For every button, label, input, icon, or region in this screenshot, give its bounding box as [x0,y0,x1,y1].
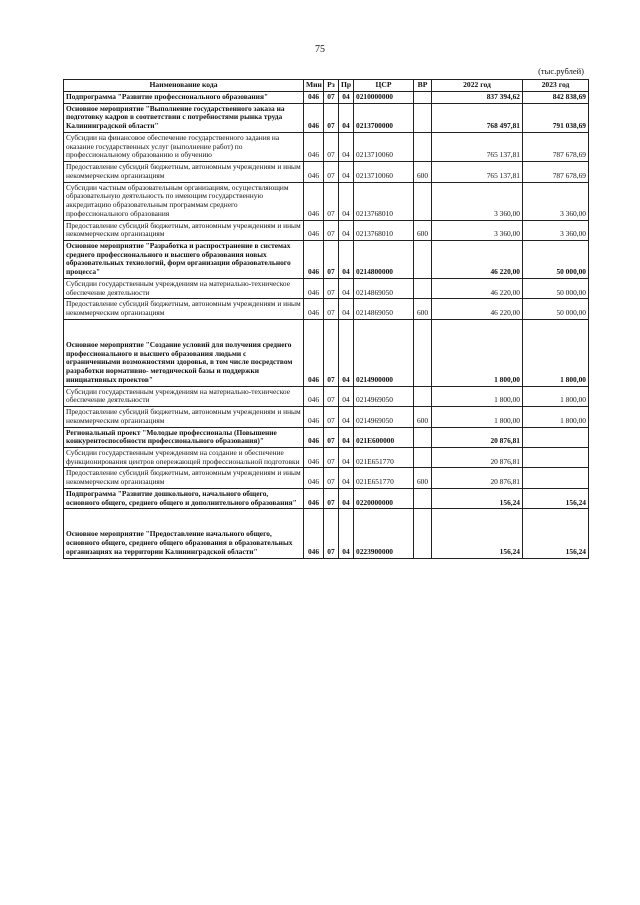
cell-name: Предоставление субсидий бюджетным, автономным учреждениям и иным некоммерческим организациям [64,407,304,427]
cell-min: 046 [304,468,324,488]
cell-name: Предоставление субсидий бюджетным, автономным учреждениям и иным некоммерческим организациям [64,299,304,319]
table-row [64,488,589,508]
cell-vr: 600 [414,468,432,488]
cell-csr: 021E600000 [354,427,414,447]
cell-vr: 600 [414,407,432,427]
table-row [64,220,589,240]
cell-rz: 07 [324,427,339,447]
header-vr: ВР [414,80,432,92]
table-row [64,447,589,467]
cell-rz: 07 [324,468,339,488]
cell-2023 [523,447,589,467]
cell-name [64,509,304,558]
cell-2022: 156,24 [432,488,523,508]
header-min: Мин [304,80,324,92]
cell-2022: 20 876,81 [432,427,523,447]
cell-pr: 04 [339,509,354,558]
units-label: (тыс.рублей) [538,66,584,76]
header-rz: Рз [324,80,339,92]
cell-min: 046 [304,447,324,467]
cell-pr: 04 [339,488,354,508]
cell-2023: 1 800,00 [523,407,589,427]
cell-name: Подпрограмма "Развитие дошкольного, начального общего, основного общего, среднего общего и дополнительного образования" [64,488,304,508]
cell-2022: 20 876,81 [432,468,523,488]
cell-pr: 04 [339,447,354,467]
header-2022: 2022 год [432,80,523,92]
table-row [64,299,589,319]
table-row [64,509,589,558]
cell-name: Предоставление субсидий бюджетным, автономным учреждениям и иным некоммерческим организациям [64,162,304,182]
cell-2022: 765 137,81 [432,132,523,161]
table-row [64,407,589,427]
cell-min: 046 [304,132,324,161]
row-title: Основное мероприятие "Создание условий для получения среднего профессионального и высшего образования людьми с ограниченными возможностями здоровья, в том числе посредством разработки нормативно- методической базы и поддержки инициативных проектов" [66,339,293,384]
cell-name: Предоставление субсидий бюджетным, автономным учреждениям и иным некоммерческим организациям [64,220,304,240]
cell-vr [414,241,432,279]
cell-2023: 3 360,00 [523,220,589,240]
cell-csr: 021E651770 [354,447,414,467]
cell-name: Предоставление субсидий бюджетным, автономным учреждениям и иным некоммерческим организациям [64,468,304,488]
cell-vr [414,319,432,386]
cell-vr [414,103,432,132]
cell-min: 046 [304,162,324,182]
table-row [64,92,589,104]
cell-name [64,319,304,386]
cell-rz: 07 [324,299,339,319]
cell-csr: 0214969050 [354,386,414,406]
cell-min: 046 [304,103,324,132]
budget-table [63,79,589,559]
cell-csr: 0214900000 [354,319,414,386]
cell-2022: 768 497,81 [432,103,523,132]
cell-2023: 1 800,00 [523,319,589,386]
cell-vr: 600 [414,162,432,182]
cell-2022: 837 394,62 [432,92,523,104]
cell-pr: 04 [339,162,354,182]
cell-csr: 0210000000 [354,92,414,104]
header-2023: 2023 год [523,80,589,92]
cell-min: 046 [304,488,324,508]
cell-min: 046 [304,319,324,386]
cell-csr: 0214869050 [354,278,414,298]
cell-csr: 0223900000 [354,509,414,558]
cell-2022: 20 876,81 [432,447,523,467]
cell-min: 046 [304,427,324,447]
cell-vr [414,447,432,467]
cell-csr: 0214869050 [354,299,414,319]
header-name: Наименование кода [64,80,304,92]
cell-2022: 1 800,00 [432,319,523,386]
cell-2022: 1 800,00 [432,386,523,406]
cell-pr: 04 [339,427,354,447]
cell-pr: 04 [339,132,354,161]
cell-min: 046 [304,92,324,104]
cell-2023: 50 000,00 [523,241,589,279]
cell-2023: 787 678,69 [523,162,589,182]
cell-2022: 3 360,00 [432,220,523,240]
cell-csr: 0213710060 [354,132,414,161]
cell-csr: 0213768010 [354,220,414,240]
table-row [64,182,589,220]
cell-rz: 07 [324,407,339,427]
cell-name: Субсидии частным образовательным организациям, осуществляющим образовательную деятельность по имеющим государственную аккредитацию образовательным программам среднего профессионального образования [64,182,304,220]
cell-rz: 07 [324,220,339,240]
cell-2022: 765 137,81 [432,162,523,182]
cell-2022: 46 220,00 [432,299,523,319]
cell-2023: 1 800,00 [523,386,589,406]
page-number: 75 [315,44,325,55]
cell-rz: 07 [324,488,339,508]
row-title: Основное мероприятие "Предоставление начального общего, основного общего, среднего общего образования в образовательных организациях на территории Калининградской области" [66,529,293,556]
cell-vr [414,92,432,104]
table-row [64,278,589,298]
cell-min: 046 [304,220,324,240]
cell-csr: 0213710060 [354,162,414,182]
cell-rz: 07 [324,319,339,386]
cell-name: Субсидии на финансовое обеспечение государственного задания на оказание государственных услуг (выполнение работ) по профессиональному образованию и обучению [64,132,304,161]
cell-csr: 0213768010 [354,182,414,220]
cell-vr [414,488,432,508]
cell-vr [414,509,432,558]
cell-2023: 50 000,00 [523,278,589,298]
cell-rz: 07 [324,92,339,104]
table-row [64,162,589,182]
cell-vr [414,182,432,220]
table-row [64,103,589,132]
cell-pr: 04 [339,278,354,298]
table-header-row [64,80,589,92]
cell-rz: 07 [324,447,339,467]
cell-rz: 07 [324,162,339,182]
cell-2023: 791 038,69 [523,103,589,132]
cell-name: Субсидии государственным учреждениям на материально-техническое обеспечение деятельности [64,386,304,406]
cell-min: 046 [304,278,324,298]
cell-rz: 07 [324,278,339,298]
cell-2022: 46 220,00 [432,241,523,279]
cell-min: 046 [304,182,324,220]
cell-rz: 07 [324,132,339,161]
table-row [64,386,589,406]
cell-name: Субсидии государственным учреждениям на материально-техническое обеспечение деятельности [64,278,304,298]
cell-min: 046 [304,241,324,279]
table-body [64,92,589,559]
table-row [64,319,589,386]
cell-pr: 04 [339,220,354,240]
cell-rz: 07 [324,241,339,279]
cell-pr: 04 [339,407,354,427]
cell-2023: 50 000,00 [523,299,589,319]
cell-rz: 07 [324,386,339,406]
cell-pr: 04 [339,182,354,220]
table-row [64,132,589,161]
cell-name: Подпрограмма "Развитие профессионального образования" [64,92,304,104]
table-row [64,468,589,488]
cell-min: 046 [304,509,324,558]
cell-2023: 3 360,00 [523,182,589,220]
cell-csr: 0220000000 [354,488,414,508]
cell-pr: 04 [339,386,354,406]
cell-pr: 04 [339,92,354,104]
table-row [64,427,589,447]
cell-rz: 07 [324,509,339,558]
cell-pr: 04 [339,299,354,319]
cell-rz: 07 [324,182,339,220]
cell-vr: 600 [414,299,432,319]
table-row [64,241,589,279]
cell-csr: 0214969050 [354,407,414,427]
cell-name: Субсидии государственным учреждениям на создание и обеспечение функционирования центров опережающей профессиональной подготовки [64,447,304,467]
cell-vr [414,386,432,406]
cell-pr: 04 [339,319,354,386]
cell-vr: 600 [414,220,432,240]
cell-2022: 1 800,00 [432,407,523,427]
cell-csr: 021E651770 [354,468,414,488]
cell-2022: 156,24 [432,509,523,558]
cell-2023: 156,24 [523,488,589,508]
cell-vr [414,132,432,161]
cell-csr: 0213700000 [354,103,414,132]
cell-min: 046 [304,407,324,427]
cell-name: Региональный проект "Молодые профессионалы (Повышение конкурентоспособности профессионального образования)" [64,427,304,447]
cell-vr [414,427,432,447]
cell-name: Основное мероприятие "Разработка и распространение в системах среднего профессионального и высшего образования новых образовательных технологий, форм организации образовательного процесса" [64,241,304,279]
cell-2022: 3 360,00 [432,182,523,220]
cell-2023: 787 678,69 [523,132,589,161]
cell-csr: 0214800000 [354,241,414,279]
cell-2023: 842 838,69 [523,92,589,104]
cell-pr: 04 [339,468,354,488]
cell-pr: 04 [339,241,354,279]
cell-2023 [523,427,589,447]
header-csr: ЦСР [354,80,414,92]
cell-rz: 07 [324,103,339,132]
cell-vr [414,278,432,298]
header-pr: Пр [339,80,354,92]
cell-pr: 04 [339,103,354,132]
cell-min: 046 [304,299,324,319]
cell-2022: 46 220,00 [432,278,523,298]
cell-name: Основное мероприятие "Выполнение государственного заказа на подготовку кадров в соответствии с потребностями рынка труда Калининградской области" [64,103,304,132]
cell-min: 046 [304,386,324,406]
cell-2023: 156,24 [523,509,589,558]
cell-2023 [523,468,589,488]
